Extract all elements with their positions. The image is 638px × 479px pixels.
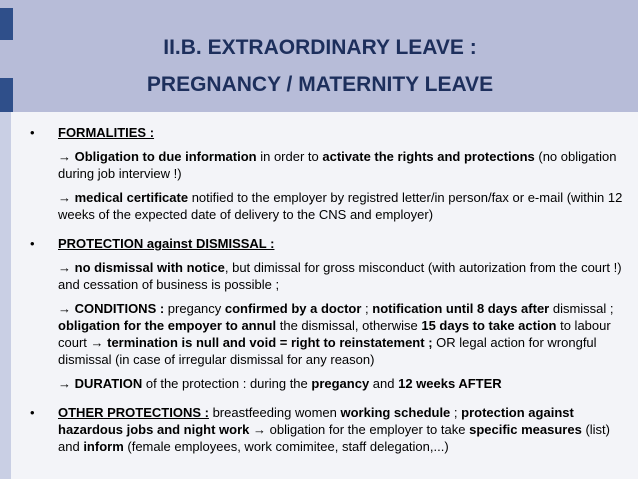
text: and (369, 376, 399, 391)
protection-no-dismissal (18, 259, 626, 293)
bullet-formalities (18, 124, 626, 141)
text: the dismissal, otherwise (276, 318, 422, 333)
title-line-2: PREGNANCY / MATERNITY LEAVE (146, 73, 494, 96)
bullet-dot: • (30, 236, 35, 251)
text: breastfeeding women (208, 405, 341, 420)
text-bold: termination is null and void = right to reinstatement ; (107, 335, 433, 350)
text: (no obligation during job interview !) (58, 149, 617, 181)
text-bold: notification until 8 days after (372, 301, 550, 316)
bullet-other-protections (18, 404, 626, 455)
text-bold: 12 weeks AFTER (398, 376, 502, 391)
text: to labour court → (58, 318, 611, 350)
text: ; (361, 301, 373, 316)
formalities-information (18, 148, 626, 182)
text-bold: DURATION (74, 376, 143, 391)
accent-bar-middle (0, 78, 13, 112)
text: of the protection : during the (142, 376, 312, 391)
slide-body (18, 124, 626, 455)
text-bold: medical certificate (74, 190, 189, 205)
text: → obligation for the employer to take (249, 422, 470, 437)
text-bold: working schedule (340, 405, 451, 420)
text-bold: pregancy (311, 376, 370, 391)
protection-conditions (18, 300, 626, 368)
text-bold: Obligation to due information (74, 149, 257, 164)
text: (female employees, work comimitee, staff delegation,...) (123, 439, 449, 454)
formalities-heading: FORMALITIES : (58, 125, 155, 140)
protection-duration (18, 375, 626, 392)
arrow: → (58, 376, 75, 391)
text-bold: no dismissal with notice (74, 260, 225, 275)
text-bold: activate the rights and protections (322, 149, 535, 164)
title-line-1: II.B. EXTRAORDINARY LEAVE : (163, 36, 477, 59)
text: dismissal ; (549, 301, 614, 316)
bullet-dot: • (30, 125, 35, 140)
accent-bar-top (0, 8, 13, 40)
text: ; (450, 405, 462, 420)
arrow: → (58, 190, 75, 205)
text: (list) and (58, 422, 610, 454)
other-heading: OTHER PROTECTIONS : (58, 405, 209, 420)
bullet-dot: • (30, 405, 35, 420)
text-bold: obligation for the empoyer to annul (58, 318, 277, 333)
text: pregancy (164, 301, 225, 316)
arrow: → (58, 301, 75, 316)
text-bold: protection against hazardous jobs and night work (58, 405, 574, 437)
slide-title (40, 29, 600, 103)
text-bold: confirmed by a doctor (224, 301, 362, 316)
text-bold: inform (83, 439, 124, 454)
text-bold: CONDITIONS : (74, 301, 165, 316)
text-bold: specific measures (469, 422, 582, 437)
arrow: → (58, 149, 75, 164)
text: in order to (256, 149, 323, 164)
text: , but dimissal for gross misconduct (with autorization from the court !) and cessation of business is possible ; (58, 260, 622, 292)
text: notified to the employer by registred letter/in person/fax or e-mail (within 12 weeks of the expected date of delivery to the CNS and employer) (58, 190, 623, 222)
text: OR legal action for wrongful dismissal (in case of irregular dismissal for any reason) (58, 335, 597, 367)
formalities-certificate (18, 189, 626, 223)
text-bold: 15 days to take action (421, 318, 557, 333)
arrow: → (58, 260, 75, 275)
accent-bar-left (0, 112, 11, 479)
protection-heading: PROTECTION against DISMISSAL : (58, 236, 275, 251)
bullet-protection (18, 235, 626, 252)
